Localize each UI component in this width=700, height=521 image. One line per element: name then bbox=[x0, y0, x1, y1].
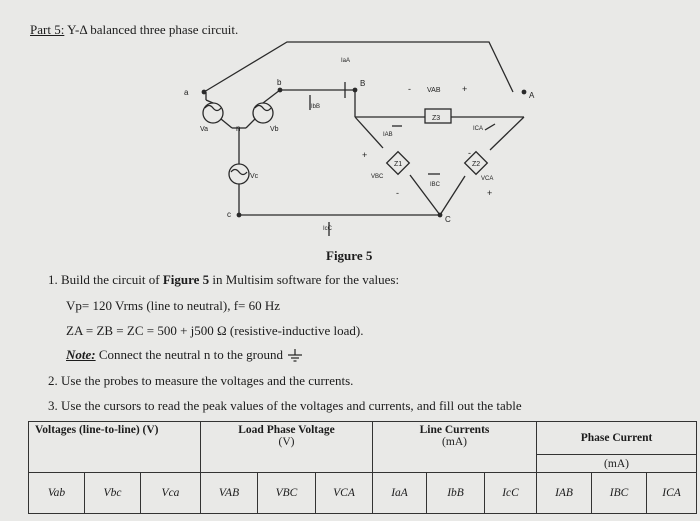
step-2: 2. Use the probes to measure the voltages and the currents. bbox=[48, 373, 354, 388]
step-1-text: Build the circuit of bbox=[57, 272, 163, 287]
col-vab: Vab bbox=[29, 473, 85, 514]
col-vbc: Vbc bbox=[85, 473, 141, 514]
header-voltages: Voltages (line-to-line) (V) bbox=[29, 422, 201, 473]
header-phase-current-unit: (mA) bbox=[537, 455, 697, 473]
vab-plus-sign: + bbox=[462, 84, 468, 94]
circuit-diagram bbox=[0, 0, 700, 250]
current-iaA-label: IaA bbox=[341, 58, 351, 64]
note bbox=[66, 347, 304, 363]
impedance-z1-label: Z1 bbox=[394, 161, 403, 168]
value-impedance: ZA = ZB = ZC = 500 + j500 Ω (resistive-inductive load). bbox=[66, 323, 364, 338]
node-C-label: C bbox=[445, 215, 451, 224]
step-3: 3. Use the cursors to read the peak values of the voltages and currents, and fill out the table bbox=[48, 398, 522, 413]
col-IaA: IaA bbox=[373, 473, 427, 514]
part-label: Part 5: bbox=[30, 22, 65, 37]
col-IbB: IbB bbox=[427, 473, 485, 514]
col-vca: Vca bbox=[141, 473, 201, 514]
col-VAB: VAB bbox=[201, 473, 258, 514]
col-ICA: ICA bbox=[647, 473, 697, 514]
voltage-vAB-label: VAB bbox=[427, 87, 441, 94]
current-iCA-label: ICA bbox=[473, 126, 484, 132]
source-va-label: Va bbox=[200, 126, 209, 133]
source-vc-label: Vc bbox=[250, 173, 259, 180]
value-vp: Vp= 120 Vrms (line to neutral), f= 60 Hz bbox=[66, 298, 281, 313]
results-table bbox=[28, 421, 697, 514]
step-1-figure-ref: Figure 5 bbox=[162, 272, 210, 287]
node-c-label: c bbox=[227, 210, 231, 219]
circuit-wires bbox=[203, 42, 524, 236]
voltage-vBC-label: VBC bbox=[371, 174, 384, 180]
step-1-tail: in Multisim software for the values: bbox=[209, 272, 400, 287]
note-text: Connect the neutral n to the ground bbox=[95, 347, 283, 362]
node-A-label: A bbox=[529, 91, 535, 100]
source-vb-label: Vb bbox=[270, 126, 279, 133]
col-IcC: IcC bbox=[485, 473, 537, 514]
source-va bbox=[203, 103, 223, 123]
note-label: Note: bbox=[66, 347, 96, 362]
node-a-label: a bbox=[184, 88, 189, 97]
part-text: Y-Δ balanced three phase circuit. bbox=[64, 22, 239, 37]
current-iAB-label: IAB bbox=[383, 132, 393, 138]
col-VBC: VBC bbox=[258, 473, 316, 514]
vca-minus-sign: - bbox=[468, 148, 471, 158]
voltage-vCA-label: VCA bbox=[481, 176, 494, 182]
step-1 bbox=[48, 272, 399, 288]
header-phase-current: Phase Current bbox=[537, 422, 697, 455]
current-icC-label: IcC bbox=[323, 226, 332, 232]
impedance-z3-label: Z3 bbox=[432, 115, 441, 122]
node-n-label: n bbox=[236, 124, 241, 133]
header-line-currents: Line Currents (mA) bbox=[373, 422, 537, 473]
node-B-label: B bbox=[360, 79, 366, 88]
current-ibB-label: IbB bbox=[311, 104, 321, 110]
node-b-label: b bbox=[277, 78, 282, 87]
source-vc bbox=[229, 164, 249, 184]
vab-minus-sign: - bbox=[408, 84, 411, 94]
ground-icon bbox=[286, 349, 304, 363]
figure-caption: Figure 5 bbox=[326, 248, 373, 263]
step-1-number: 1. bbox=[48, 272, 58, 287]
col-VCA: VCA bbox=[316, 473, 373, 514]
vbc-minus-sign: - bbox=[396, 188, 399, 198]
vca-plus-sign: + bbox=[487, 188, 493, 198]
source-vb bbox=[253, 103, 273, 123]
current-iBC-label: IBC bbox=[430, 182, 441, 188]
vbc-plus-sign: + bbox=[362, 150, 368, 160]
impedance-z2-label: Z2 bbox=[472, 161, 481, 168]
col-IAB: IAB bbox=[537, 473, 592, 514]
col-IBC: IBC bbox=[592, 473, 647, 514]
header-load-phase-voltage: Load Phase Voltage (V) bbox=[201, 422, 373, 473]
